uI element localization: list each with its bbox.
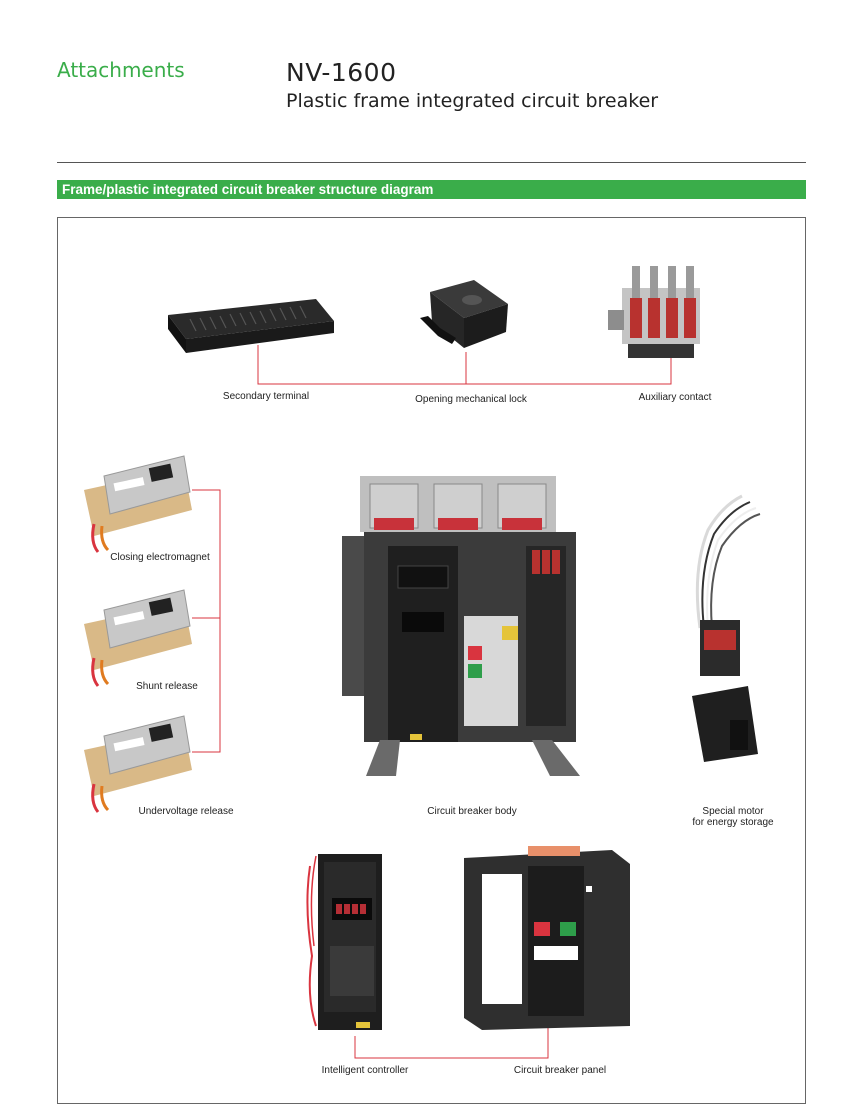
section-banner: Frame/plastic integrated circuit breaker structure diagram — [57, 180, 806, 199]
secondary-terminal-image — [166, 297, 336, 357]
label-shunt-release: Shunt release — [136, 681, 198, 692]
auxiliary-contact-image — [608, 262, 708, 366]
label-auxiliary-contact: Auxiliary contact — [638, 392, 712, 403]
circuit-breaker-panel-image — [462, 846, 632, 1032]
label-motor-line2: for energy storage — [692, 817, 774, 828]
closing-electromagnet-image — [80, 446, 202, 554]
label-special-motor — [676, 806, 790, 828]
label-secondary-terminal: Secondary terminal — [222, 391, 310, 402]
product-subtitle: Plastic frame integrated circuit breaker — [286, 90, 659, 112]
header-divider — [57, 162, 806, 163]
label-circuit-breaker-panel: Circuit breaker panel — [513, 1065, 607, 1076]
label-intelligent-controller: Intelligent controller — [321, 1065, 409, 1076]
mechanical-lock-image — [412, 278, 512, 356]
intelligent-controller-image — [302, 836, 390, 1036]
label-circuit-breaker-body: Circuit breaker body — [427, 806, 517, 817]
label-motor-line1: Special motor — [702, 806, 764, 817]
model-title: NV-1600 — [286, 58, 397, 87]
circuit-breaker-body-image — [340, 476, 584, 782]
undervoltage-release-image — [80, 704, 202, 814]
label-closing-electromagnet: Closing electromagnet — [110, 552, 210, 563]
energy-storage-motor-image — [686, 490, 770, 774]
section-label: Attachments — [57, 58, 185, 82]
label-mechanical-lock: Opening mechanical lock — [415, 394, 527, 405]
shunt-release-image — [80, 578, 202, 688]
label-undervoltage-release: Undervoltage release — [138, 806, 234, 817]
